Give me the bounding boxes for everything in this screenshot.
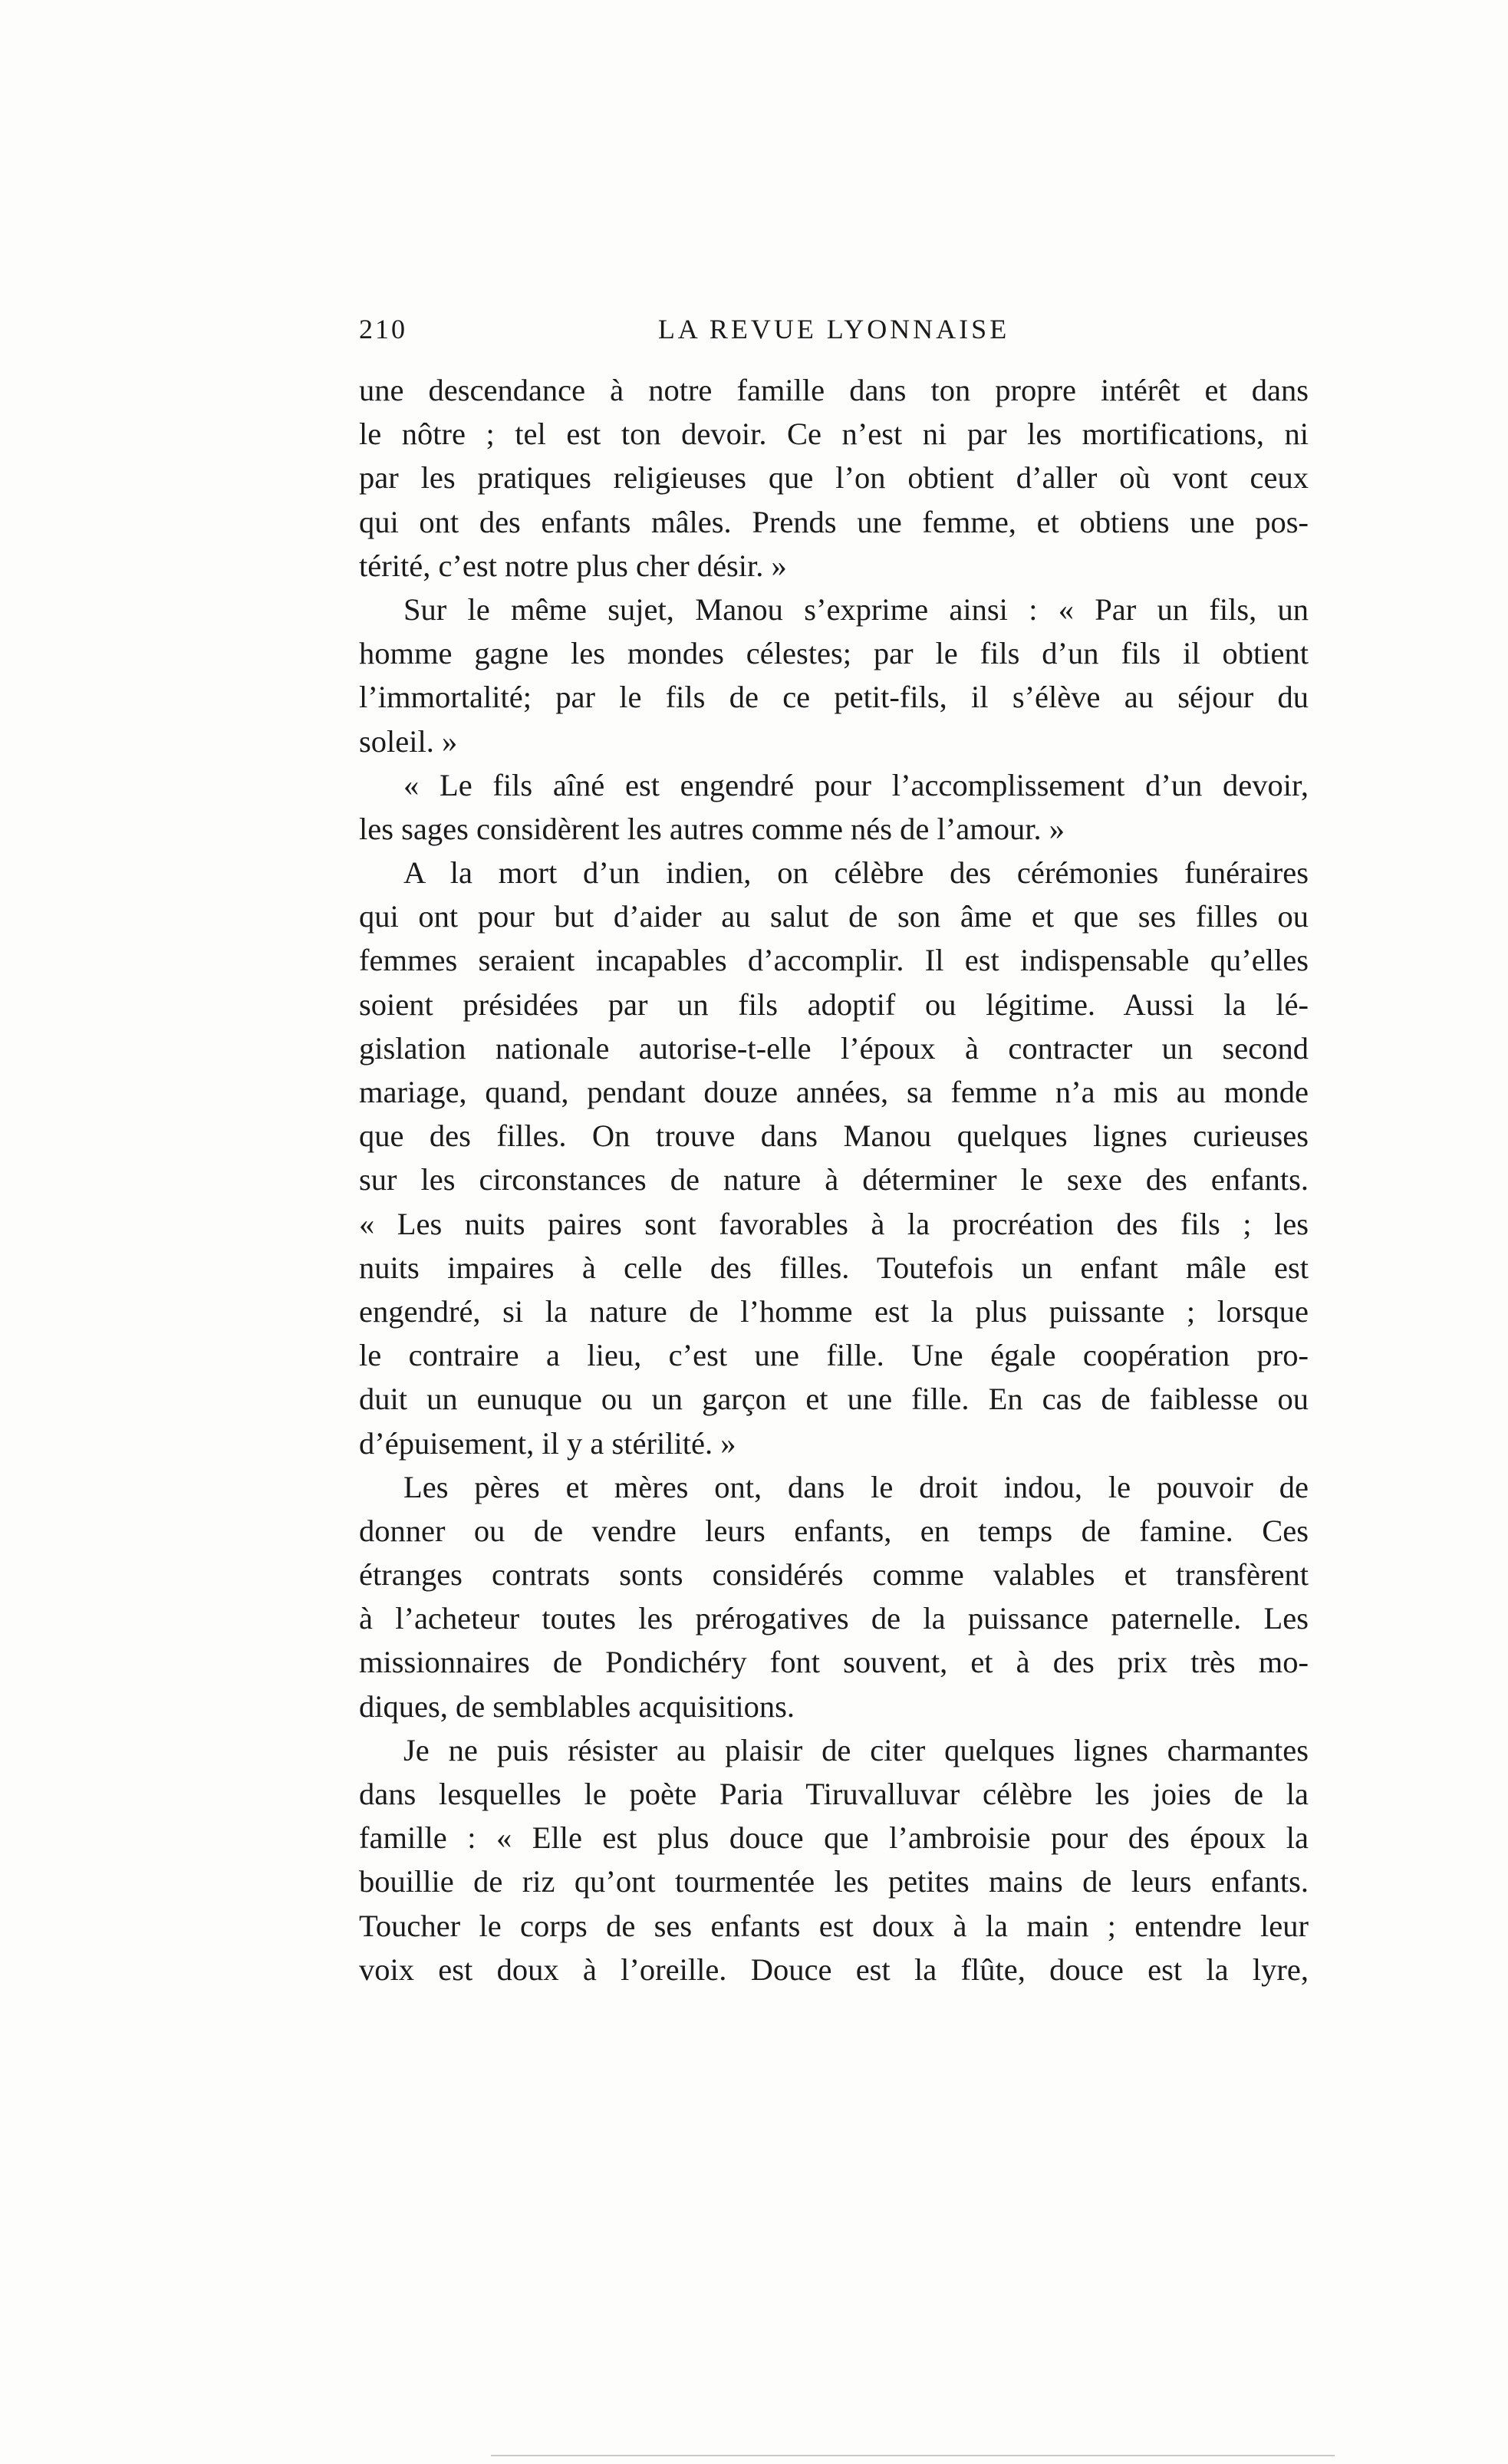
text-line: qui ont des enfants mâles. Prends une femme, et obtiens une pos-	[359, 504, 1309, 539]
text-line: nuits impaires à celle des filles. Toutefois un enfant mâle est	[359, 1250, 1309, 1285]
paragraph-1	[359, 368, 1309, 588]
text-line: missionnaires de Pondichéry font souvent, et à des prix très mo-	[359, 1645, 1309, 1680]
text-line: « Le fils aîné est engendré pour l’accomplissement d’un devoir,	[403, 767, 1309, 802]
text-line: Je ne puis résister au plaisir de citer quelques lignes charmantes	[403, 1732, 1309, 1767]
body-text	[359, 368, 1309, 1991]
text-line: duit un eunuque ou un garçon et une fille. En cas de faiblesse ou	[359, 1382, 1309, 1417]
paragraph-4	[359, 851, 1309, 1465]
running-title: LA REVUE LYONNAISE	[657, 314, 1010, 344]
text-line: térité, c’est notre plus cher désir. »	[359, 548, 787, 583]
text-line: Sur le même sujet, Manou s’exprime ainsi : « Par un fils, un	[403, 591, 1309, 627]
text-line: homme gagne les mondes célestes; par le fils d’un fils il obtient	[359, 636, 1309, 671]
text-line: bouillie de riz qu’ont tourmentée les petites mains de leurs enfants.	[359, 1864, 1309, 1899]
text-line: A la mort d’un indien, on célèbre des cérémonies funéraires	[403, 855, 1309, 891]
text-line: soient présidées par un fils adoptif ou légitime. Aussi la lé-	[359, 987, 1309, 1022]
text-line: les sages considèrent les autres comme nés de l’amour. »	[359, 811, 1065, 846]
text-line: étranges contrats sonts considérés comme valables et transfèrent	[359, 1557, 1309, 1593]
paragraph-6	[359, 1728, 1309, 1991]
page-number: 210	[359, 314, 407, 344]
text-line: Toucher le corps de ses enfants est doux à la main ; entendre leur	[359, 1908, 1309, 1943]
text-line: mariage, quand, pendant douze années, sa femme n’a mis au monde	[359, 1075, 1309, 1109]
text-line: d’épuisement, il y a stérilité. »	[359, 1425, 736, 1461]
page-header	[359, 313, 1309, 356]
text-line: l’immortalité; par le fils de ce petit-fils, il s’élève au séjour du	[359, 680, 1309, 715]
text-line: engendré, si la nature de l’homme est la plus puissante ; lorsque	[359, 1293, 1309, 1329]
paragraph-3	[359, 763, 1309, 851]
text-line: que des filles. On trouve dans Manou quelques lignes curieuses	[359, 1118, 1309, 1154]
text-line: donner ou de vendre leurs enfants, en temps de famine. Ces	[359, 1513, 1309, 1548]
text-line: soleil. »	[359, 723, 458, 759]
paragraph-2	[359, 588, 1309, 763]
text-line: femmes seraient incapables d’accomplir. Il est indispensable qu’elles	[359, 943, 1309, 978]
text-line: famille : « Elle est plus douce que l’ambroisie pour des époux la	[359, 1820, 1309, 1856]
text-line: dans lesquelles le poète Paria Tiruvalluvar célèbre les joies de la	[359, 1777, 1309, 1811]
text-line: le contraire a lieu, c’est une fille. Une égale coopération pro-	[359, 1338, 1309, 1373]
text-line: « Les nuits paires sont favorables à la procréation des fils ; les	[359, 1206, 1309, 1241]
text-line: une descendance à notre famille dans ton propre intérêt et dans	[359, 373, 1309, 407]
text-line: sur les circonstances de nature à déterminer le sexe des enfants.	[359, 1162, 1309, 1197]
text-line: voix est doux à l’oreille. Douce est la flûte, douce est la lyre,	[359, 1952, 1309, 1987]
text-line: diques, de semblables acquisitions.	[359, 1688, 795, 1724]
paragraph-5	[359, 1465, 1309, 1728]
text-line: qui ont pour but d’aider au salut de son âme et que ses filles ou	[359, 899, 1309, 934]
text-line: Les pères et mères ont, dans le droit indou, le pouvoir de	[403, 1469, 1309, 1504]
text-line: par les pratiques religieuses que l’on obtient d’aller où vont ceux	[359, 460, 1309, 496]
text-line: le nôtre ; tel est ton devoir. Ce n’est ni par les mortifications, ni	[359, 417, 1309, 452]
text-line: à l’acheteur toutes les prérogatives de la puissance paternelle. Les	[359, 1601, 1309, 1636]
text-line: gislation nationale autorise-t-elle l’époux à contracter un second	[359, 1030, 1309, 1066]
bottom-rule	[491, 2455, 1335, 2456]
